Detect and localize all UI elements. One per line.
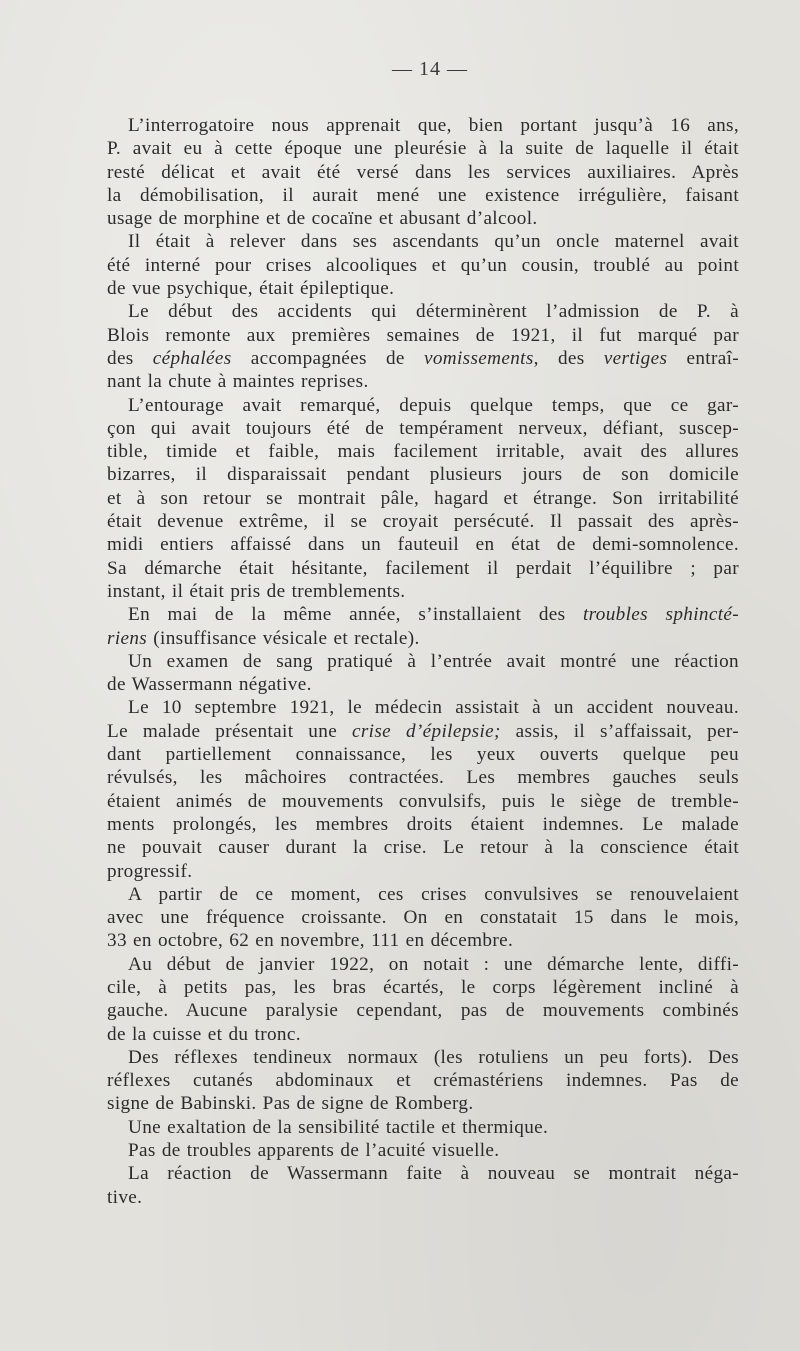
text-run: tible, timide et faible, mais facilement irritable, avait des allures bbox=[107, 441, 739, 463]
text-run: progressif. bbox=[107, 860, 193, 882]
text-line bbox=[107, 394, 739, 417]
text-line bbox=[107, 184, 739, 207]
text-run: accompagnées de bbox=[231, 347, 424, 369]
text-run: gauche. Aucune paralysie cependant, pas de mouvements combinés bbox=[107, 1000, 739, 1022]
body-text bbox=[107, 114, 739, 1209]
text-line bbox=[107, 976, 739, 999]
text-run: de Wassermann négative. bbox=[107, 674, 312, 696]
text-run: Sa démarche était hésitante, facilement il perdait l’équilibre ; par bbox=[107, 557, 739, 579]
text-line bbox=[107, 230, 739, 253]
text-line bbox=[107, 813, 739, 836]
text-run: était devenue extrême, il se croyait persécuté. Il passait des après- bbox=[107, 511, 739, 533]
text-line bbox=[107, 557, 739, 580]
text-line bbox=[107, 254, 739, 277]
text-line bbox=[107, 906, 739, 929]
text-line bbox=[107, 463, 739, 486]
text-run: et à son retour se montrait pâle, hagard et étrange. Son irritabilité bbox=[107, 487, 739, 509]
text-run: instant, il était pris de tremblements. bbox=[107, 580, 406, 602]
italic-term: vertiges bbox=[603, 347, 668, 369]
text-line bbox=[107, 720, 739, 743]
text-run: Au début de janvier 1922, on notait : une démarche lente, diffi- bbox=[128, 953, 739, 975]
text-run: midi entiers affaissé dans un fauteuil en état de demi-somnolence. bbox=[107, 534, 739, 556]
text-run: ments prolongés, les membres droits étaient indemnes. Le malade bbox=[107, 813, 739, 835]
text-run: Le début des accidents qui déterminèrent l’admission de P. à bbox=[128, 301, 739, 323]
text-run: réflexes cutanés abdominaux et crémastériens indemnes. Pas de bbox=[107, 1070, 739, 1092]
text-run: P. avait eu à cette époque une pleurésie à la suite de laquelle il était bbox=[107, 138, 739, 160]
text-line bbox=[107, 603, 739, 626]
text-run: la démobilisation, il aurait mené une existence irrégulière, faisant bbox=[107, 184, 739, 206]
text-line bbox=[107, 1023, 739, 1046]
text-run: En mai de la même année, s’installaient des bbox=[128, 604, 583, 626]
text-line bbox=[107, 766, 739, 789]
text-run: de la cuisse et du tronc. bbox=[107, 1023, 301, 1045]
text-run: Des réflexes tendineux normaux (les rotuliens un peu forts). Des bbox=[128, 1046, 739, 1068]
text-line bbox=[107, 1046, 739, 1069]
text-line bbox=[107, 207, 739, 230]
italic-term: troubles sphincté- bbox=[582, 604, 739, 626]
text-line bbox=[107, 487, 739, 510]
text-run: révulsés, les mâchoires contractées. Les membres gauches seuls bbox=[107, 767, 739, 789]
text-line bbox=[107, 533, 739, 556]
text-run: cile, à petits pas, les bras écartés, le corps légèrement incliné à bbox=[107, 976, 739, 998]
text-line bbox=[107, 929, 739, 952]
text-run: dant partiellement connaissance, les yeux ouverts quelque peu bbox=[107, 744, 739, 766]
text-line bbox=[107, 953, 739, 976]
text-run: Une exaltation de la sensibilité tactile et thermique. bbox=[128, 1116, 549, 1138]
text-run: ne pouvait causer durant la crise. Le retour à la conscience était bbox=[107, 837, 739, 859]
text-run: L’interrogatoire nous apprenait que, bien portant jusqu’à 16 ans, bbox=[128, 115, 739, 136]
italic-term: crise d’épilepsie; bbox=[352, 720, 501, 742]
text-run: (insuffisance vésicale et rectale). bbox=[147, 627, 420, 649]
text-run: Blois remonte aux premières semaines de 1921, il fut marqué par bbox=[107, 324, 739, 346]
text-run: Le 10 septembre 1921, le médecin assistait à un accident nouveau. bbox=[128, 697, 739, 719]
text-line bbox=[107, 1116, 739, 1139]
text-run: Il était à relever dans ses ascendants qu’un oncle maternel avait bbox=[128, 231, 739, 253]
text-run: assis, il s’affaissait, per- bbox=[500, 720, 739, 742]
text-run: été interné pour crises alcooliques et qu’un cousin, troublé au point bbox=[107, 254, 739, 276]
italic-term: riens bbox=[107, 627, 148, 649]
text-run: L’entourage avait remarqué, depuis quelque temps, que ce gar- bbox=[128, 394, 739, 416]
text-line bbox=[107, 277, 739, 300]
text-run: Un examen de sang pratiqué à l’entrée avait montré une réaction bbox=[128, 650, 739, 672]
text-run: çon qui avait toujours été de tempérament nerveux, défiant, suscep- bbox=[107, 417, 739, 439]
text-line bbox=[107, 161, 739, 184]
text-run: , des bbox=[533, 347, 604, 369]
text-line bbox=[107, 790, 739, 813]
text-run: signe de Babinski. Pas de signe de Romberg. bbox=[107, 1093, 474, 1115]
text-line bbox=[107, 370, 739, 393]
text-line bbox=[107, 114, 739, 137]
text-run: de vue psychique, était épileptique. bbox=[107, 278, 395, 300]
text-line bbox=[107, 1162, 739, 1185]
text-run: Pas de troubles apparents de l’acuité visuelle. bbox=[128, 1140, 500, 1162]
text-run: tive. bbox=[107, 1186, 143, 1208]
text-line bbox=[107, 417, 739, 440]
page-number: — 14 — bbox=[392, 58, 468, 80]
text-line bbox=[107, 696, 739, 719]
text-line bbox=[107, 347, 739, 370]
text-run: nant la chute à maintes reprises. bbox=[107, 371, 369, 393]
text-run: 33 en octobre, 62 en novembre, 111 en décembre. bbox=[107, 930, 514, 952]
text-run: avec une fréquence croissante. On en constatait 15 dans le mois, bbox=[107, 907, 739, 929]
text-line bbox=[107, 883, 739, 906]
text-line bbox=[107, 1139, 739, 1162]
text-line bbox=[107, 324, 739, 347]
text-line bbox=[107, 836, 739, 859]
text-run: resté délicat et avait été versé dans les services auxiliaires. Après bbox=[107, 161, 739, 183]
text-line bbox=[107, 137, 739, 160]
text-run: entraî- bbox=[667, 347, 739, 369]
text-line bbox=[107, 650, 739, 673]
text-line bbox=[107, 510, 739, 533]
text-line bbox=[107, 673, 739, 696]
text-line bbox=[107, 440, 739, 463]
text-run: des bbox=[107, 347, 153, 369]
text-run: étaient animés de mouvements convulsifs, puis le siège de tremble- bbox=[107, 790, 739, 812]
text-line bbox=[107, 1092, 739, 1115]
text-line bbox=[107, 743, 739, 766]
text-run: A partir de ce moment, ces crises convulsives se renouvelaient bbox=[128, 883, 739, 905]
italic-term: vomissements bbox=[423, 347, 534, 369]
italic-term: céphalées bbox=[152, 347, 232, 369]
text-line bbox=[107, 627, 739, 650]
text-line bbox=[107, 1069, 739, 1092]
text-line bbox=[107, 860, 739, 883]
text-run: Le malade présentait une bbox=[107, 720, 352, 742]
text-line bbox=[107, 1186, 739, 1209]
text-line bbox=[107, 580, 739, 603]
text-line bbox=[107, 999, 739, 1022]
text-run: bizarres, il disparaissait pendant plusieurs jours de son domicile bbox=[107, 464, 739, 486]
text-run: La réaction de Wassermann faite à nouveau se montrait néga- bbox=[128, 1163, 739, 1185]
text-line bbox=[107, 300, 739, 323]
text-run: usage de morphine et de cocaïne et abusant d’alcool. bbox=[107, 208, 538, 230]
